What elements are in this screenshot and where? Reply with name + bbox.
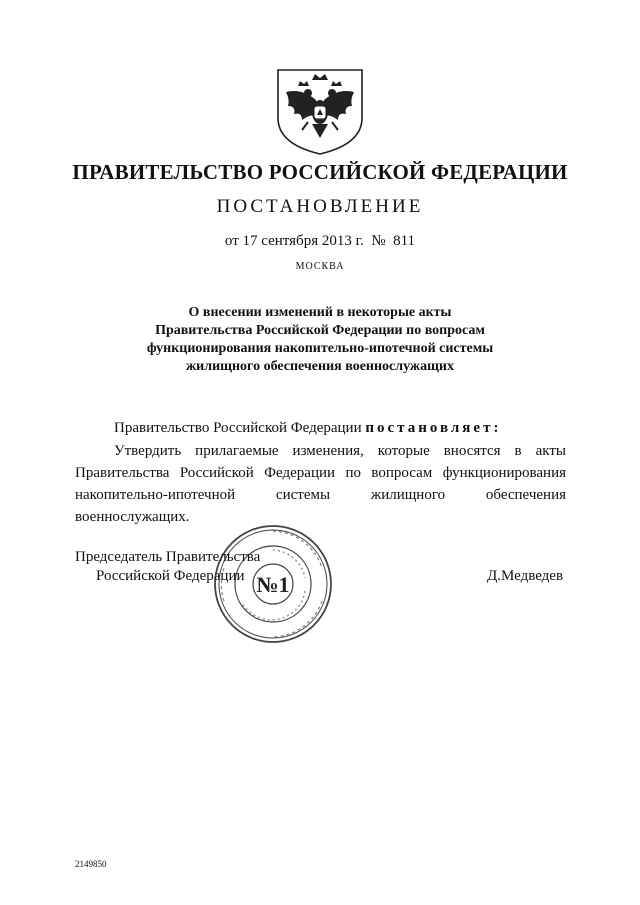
subject-line: жилищного обеспечения военнослужащих [186,359,454,374]
document-city: МОСКВА [295,261,345,272]
document-subject [0,304,640,376]
body-line: Утвердить прилагаемые изменения, которые вносятся в акты [114,443,566,459]
subject-line: О внесении изменений в некоторые акты [188,305,452,320]
body-line: накопительно-ипотечной системы жилищного обеспечения [75,487,566,503]
footer-code: 2149850 [75,859,107,869]
signature-title-line2: Российской Федерации [96,568,245,584]
body-line: военнослужащих. [75,509,190,525]
intro-resolves: постановляет: [365,420,502,436]
subject-line: функционирования накопительно-ипотечной системы [146,341,494,356]
seal-number: №1 [256,572,290,597]
official-seal-icon [212,523,334,645]
government-title: ПРАВИТЕЛЬСТВО РОССИЙСКОЙ ФЕДЕРАЦИИ [72,160,568,184]
signature-title-line1: Председатель Правительства [75,549,261,565]
signatory-name: Д.Медведев [487,568,564,584]
subject-line: Правительства Российской Федерации по вопросам [155,323,485,338]
document-type: ПОСТАНОВЛЕНИЕ [216,196,424,217]
body-line: Правительства Российской Федерации по вопросам функционирования [75,465,566,481]
resolution-intro [114,420,501,437]
coat-of-arms-icon [272,66,368,156]
intro-lead: Правительство Российской Федерации [114,420,366,436]
document-date-number: от 17 сентября 2013 г. № 811 [224,233,416,249]
